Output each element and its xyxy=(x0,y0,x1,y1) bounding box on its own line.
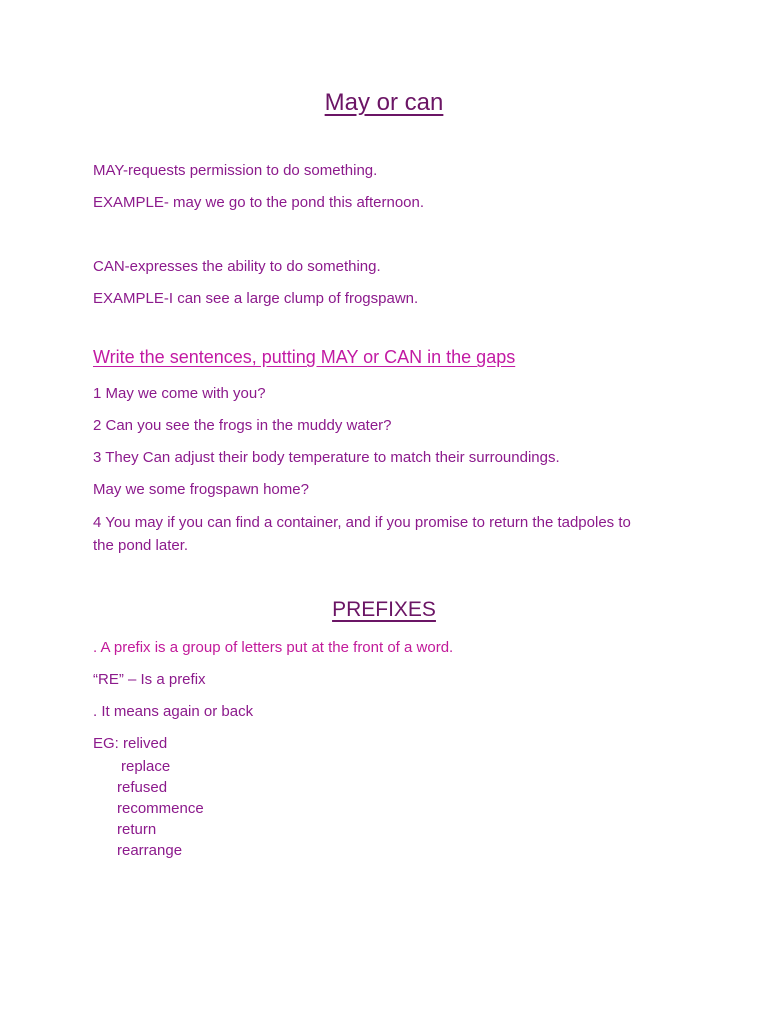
can-example: EXAMPLE-I can see a large clump of frogspawn. xyxy=(93,290,419,307)
exercise-item-1: 1 May we come with you? xyxy=(93,385,266,402)
page-title: May or can xyxy=(324,89,444,116)
prefix-definition: . A prefix is a group of letters put at the front of a word. xyxy=(93,639,454,656)
prefix-example: return xyxy=(117,821,157,838)
exercise-item-3: 3 They Can adjust their body temperature to match their surroundings. xyxy=(93,449,560,466)
prefix-example-list xyxy=(117,756,204,861)
prefix-re: “RE” – Is a prefix xyxy=(93,671,206,688)
exercise-item-2: 2 Can you see the frogs in the muddy water? xyxy=(93,417,392,434)
exercise-instruction: Write the sentences, putting MAY or CAN in the gaps xyxy=(93,347,516,367)
prefix-example: replace xyxy=(121,758,171,775)
exercise-item-4: 4 You may if you can find a container, and if you promise to return the tadpoles to the pond later. xyxy=(93,514,631,554)
can-definition: CAN-expresses the ability to do something. xyxy=(93,258,381,275)
exercise-item-extra: May we some frogspawn home? xyxy=(93,481,309,498)
prefix-example: rearrange xyxy=(117,842,183,859)
prefix-example: recommence xyxy=(117,800,204,817)
may-example: EXAMPLE- may we go to the pond this afternoon. xyxy=(93,194,425,211)
prefix-meaning: . It means again or back xyxy=(93,703,254,720)
prefixes-title: PREFIXES xyxy=(332,598,436,621)
prefix-example: refused xyxy=(117,779,168,796)
eg-label: EG: relived xyxy=(93,735,168,752)
may-definition: MAY-requests permission to do something. xyxy=(93,162,378,179)
